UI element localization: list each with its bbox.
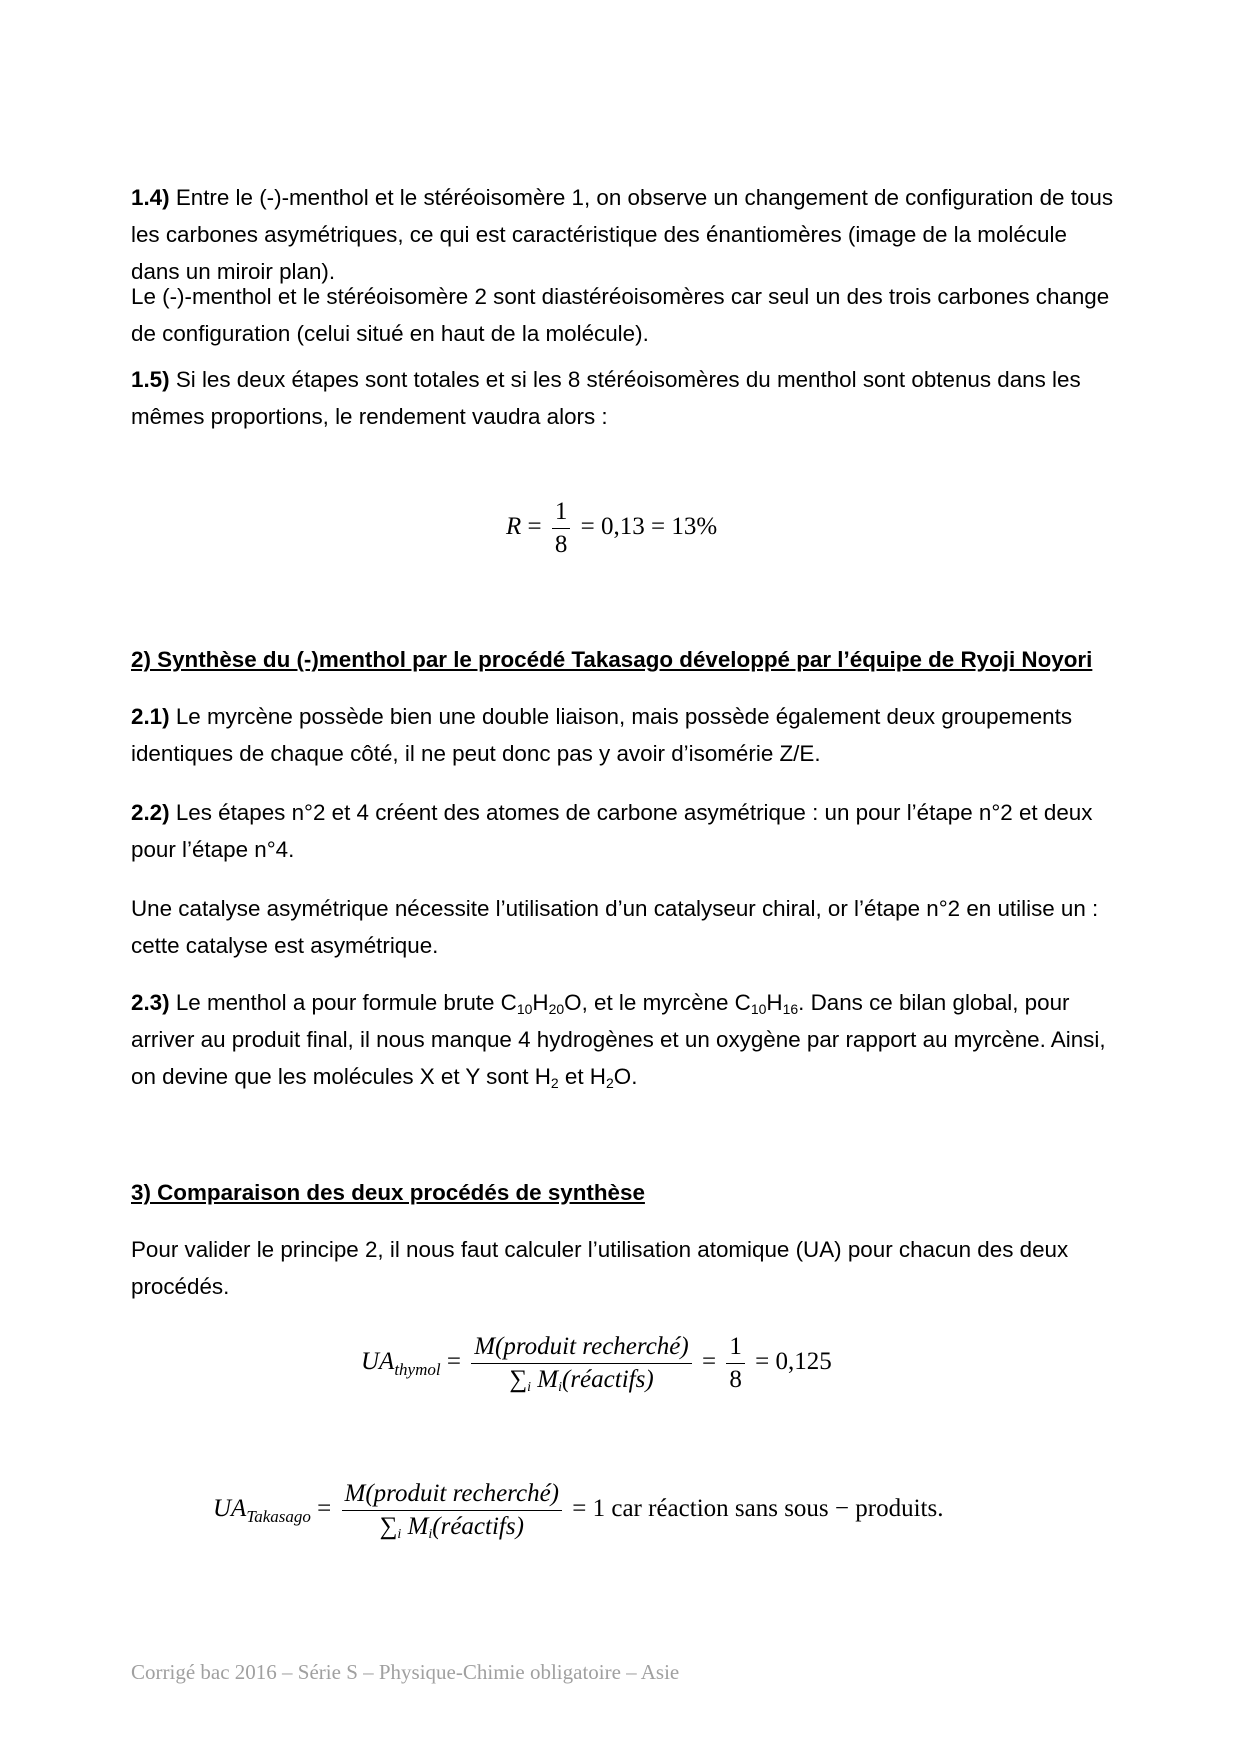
text-2-1: Le myrcène possède bien une double liaison, mais possède également deux groupements identiques de chaque côté, il ne peut donc pas y avoir d’isomérie Z/E.: [131, 704, 1073, 766]
subscript: 2: [605, 1075, 614, 1091]
eq2-fraction: [471, 1331, 692, 1396]
section-2-heading: [131, 641, 1121, 678]
subscript: 16: [782, 1001, 799, 1017]
eq3-den-rest: (réactifs): [432, 1513, 524, 1540]
answer-1-5: [131, 361, 1121, 435]
text-2-3-f: et H: [558, 1064, 606, 1089]
eq2-equals-2: =: [695, 1348, 723, 1376]
equation-yield: [506, 496, 717, 561]
section-3-intro: Pour valider le principe 2, il nous faut calculer l’utilisation atomique (UA) pour chacun des deux procédés.: [131, 1237, 1069, 1299]
answer-2-2-continued: Une catalyse asymétrique nécessite l’utilisation d’un catalyseur chiral, or l’étape n°2 en utilise un : cette catalyse est asymétrique.: [131, 896, 1099, 958]
eq3-numerator: M(produit recherché): [342, 1478, 563, 1511]
eq1-lhs: R: [506, 513, 522, 541]
text-1-4: Entre le (-)-menthol et le stéréoisomère 1, on observe un changement de configuration de tous les carbones asymétriques, ce qui est caractéristique des énantiomères (image de la molécule dans un miroir plan).: [131, 185, 1114, 284]
eq2-denominator: [471, 1364, 692, 1396]
eq2-fraction-2: [726, 1331, 745, 1396]
sum-symbol: ∑: [379, 1513, 398, 1540]
eq1-equals: =: [521, 513, 548, 541]
equation-ua-takasago: [213, 1478, 943, 1543]
section-2-title: 2) Synthèse du (-)menthol par le procédé Takasago développé par l’équipe de Ryoji Noyori: [131, 647, 1093, 672]
answer-2-2: [131, 794, 1121, 868]
page-footer: Corrigé bac 2016 – Série S – Physique-Chimie obligatoire – Asie: [131, 1660, 680, 1684]
text-2-3-g: O.: [613, 1064, 638, 1089]
text-1-5: Si les deux étapes sont totales et si les 8 stéréoisomères du menthol sont obtenus dans les mêmes proportions, le rendement vaudra alors :: [131, 367, 1081, 429]
label-2-2: 2.2): [131, 800, 170, 825]
text-2-3-b: H: [532, 990, 549, 1015]
subscript: 10: [750, 1001, 767, 1017]
subscript: 10: [516, 1001, 533, 1017]
eq2-numerator-2: 1: [726, 1331, 745, 1364]
subscript: i: [558, 1380, 562, 1395]
text-2-3-c: O, et le myrcène C: [564, 990, 751, 1015]
eq1-fraction: [552, 496, 571, 561]
subscript: i: [527, 1380, 532, 1395]
eq3-result: = 1 car réaction sans sous − produits.: [566, 1495, 944, 1523]
section-3-heading: [131, 1174, 1121, 1211]
eq3-fraction: [342, 1478, 563, 1543]
answer-1-4-continued: Le (-)-menthol et le stéréoisomère 2 sont diastéréoisomères car seul un des trois carbones change de configuration (celui situé en haut de la molécule).: [131, 284, 1110, 346]
eq1-result: = 0,13 = 13%: [574, 513, 718, 541]
eq2-den-rest: (réactifs): [562, 1366, 654, 1393]
subscript: 2: [550, 1075, 559, 1091]
label-2-3: 2.3): [131, 990, 170, 1015]
eq2-result: = 0,125: [748, 1348, 832, 1376]
eq3-den-m: M: [407, 1513, 429, 1540]
eq2-numerator: M(produit recherché): [471, 1331, 692, 1364]
text-2-3-e: . Dans ce bilan global, pour arriver au produit final, il nous manque 4 hydrogènes et un oxygène par rapport au myrcène. Ainsi, on devine que les molécules X et Y sont H: [131, 990, 1106, 1089]
eq2-denominator-2: 8: [729, 1366, 742, 1393]
answer-2-3: [131, 984, 1121, 1095]
text-2-3-d: H: [766, 990, 783, 1015]
label-1-5: 1.5): [131, 367, 170, 392]
eq3-subscript: Takasago: [246, 1507, 311, 1527]
answer-2-1: [131, 698, 1121, 772]
label-1-4: 1.4): [131, 185, 170, 210]
equation-ua-thymol: [361, 1331, 832, 1396]
subscript: i: [397, 1527, 402, 1542]
subscript: i: [428, 1527, 433, 1542]
eq2-lhs: UA: [361, 1348, 395, 1376]
label-2-1: 2.1): [131, 704, 170, 729]
eq2-den-m: M: [537, 1366, 559, 1393]
sum-symbol: ∑: [509, 1366, 528, 1393]
text-2-2: Les étapes n°2 et 4 créent des atomes de carbone asymétrique : un pour l’étape n°2 et deux pour l’étape n°4.: [131, 800, 1093, 862]
answer-1-4: [131, 179, 1121, 290]
eq3-denominator: [342, 1511, 563, 1543]
subscript: 20: [548, 1001, 565, 1017]
eq3-lhs: UA: [213, 1495, 247, 1523]
eq1-numerator: 1: [552, 496, 571, 529]
text-2-3-a: Le menthol a pour formule brute C: [169, 990, 517, 1015]
eq3-equals: =: [310, 1495, 338, 1523]
section-3-title: 3) Comparaison des deux procédés de synthèse: [131, 1180, 645, 1205]
eq2-subscript: thymol: [394, 1360, 441, 1380]
eq2-equals: =: [440, 1348, 468, 1376]
eq1-denominator: 8: [554, 531, 568, 558]
